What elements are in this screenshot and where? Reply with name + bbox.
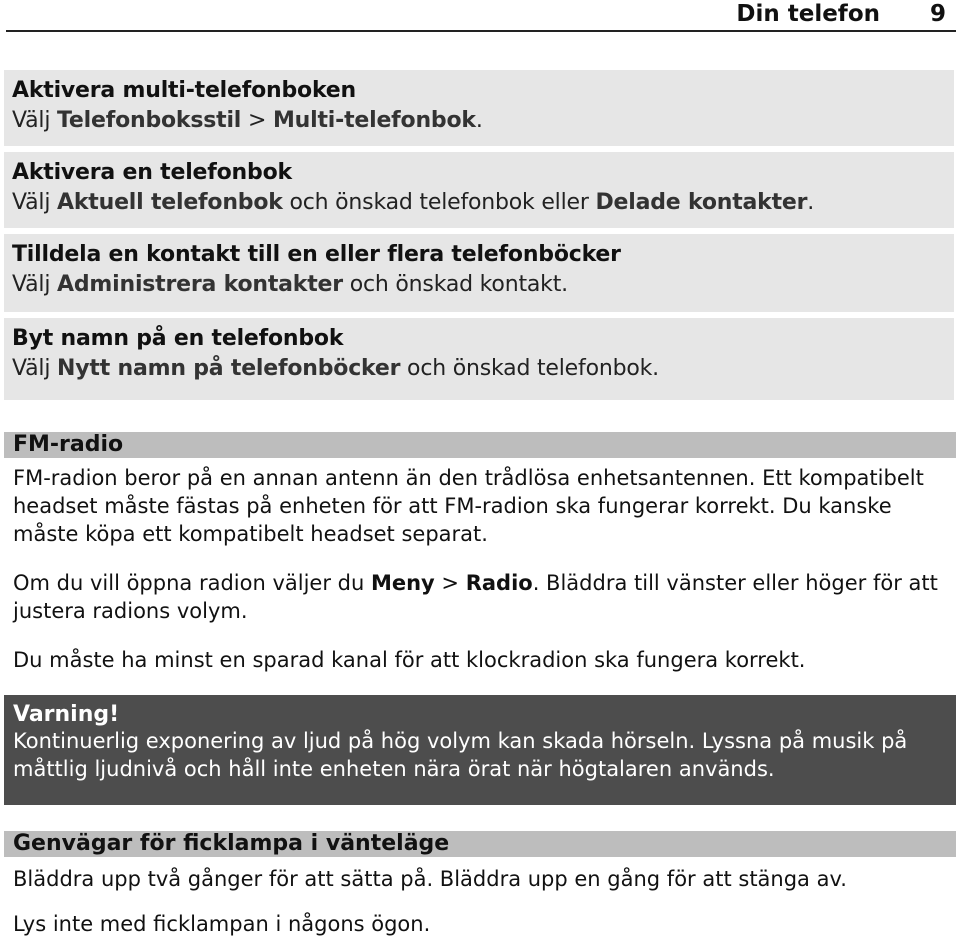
instruction-box-activate-phonebook — [4, 152, 954, 228]
warning-title: Varning! — [13, 702, 120, 727]
menu-path-item: Nytt namn på telefonböcker — [57, 356, 401, 381]
instruction-title: Tilldela en kontakt till en eller flera telefonböcker — [12, 242, 621, 267]
page-number: 9 — [929, 1, 946, 27]
instruction-box-rename-phonebook — [4, 318, 954, 400]
fm-radio-paragraph-3: Du måste ha minst en sparad kanal för att klockradion ska fungera korrekt. — [13, 648, 806, 672]
menu-path-item: Administrera kontakter — [57, 272, 343, 297]
chapter-title: Din telefon — [736, 1, 880, 27]
section-heading-text: Genvägar för ficklampa i vänteläge — [13, 831, 450, 856]
fm-radio-paragraph-2: Om du vill öppna radion väljer du Meny > Radio. Bläddra till vänster eller höger för att justera radions volym. — [13, 571, 938, 623]
instruction-title: Aktivera en telefonbok — [12, 160, 292, 185]
fm-radio-paragraph-1: FM-radion beror på en annan antenn än den trådlösa enhetsantennen. Ett kompatibelt headset måste fästas på enheten för att FM-radion ska fungerar korrekt. Du kanske måste köpa ett kompatibelt headset separat. — [13, 466, 924, 546]
instruction-text: Välj Aktuell telefonbok och önskad telefonbok eller Delade kontakter. — [12, 190, 815, 215]
menu-path-item: Meny — [370, 571, 435, 595]
instruction-box-assign-contact — [4, 234, 954, 312]
instruction-text: Välj Nytt namn på telefonböcker och önskad telefonbok. — [12, 356, 659, 381]
section-heading-fm-radio — [4, 432, 956, 458]
menu-path-item: Telefonboksstil — [57, 108, 242, 133]
instruction-box-multi-phonebook — [4, 70, 954, 146]
page-header — [6, 0, 956, 32]
warning-text: Kontinuerlig exponering av ljud på hög volym kan skada hörseln. Lyssna på musik på måttlig ljudnivå och håll inte enheten nära örat när högtalaren används. — [13, 729, 908, 781]
menu-path-item: Multi-telefonbok — [272, 108, 476, 133]
warning-box — [4, 695, 956, 805]
instruction-title: Byt namn på en telefonbok — [12, 326, 344, 351]
flashlight-paragraph-2: Lys inte med ficklampan i någons ögon. — [13, 912, 431, 936]
instruction-title: Aktivera multi-telefonboken — [12, 78, 356, 103]
instruction-text: Välj Administrera kontakter och önskad kontakt. — [12, 272, 568, 297]
menu-path-item: Radio — [465, 571, 533, 595]
section-heading-text: FM-radio — [13, 432, 124, 457]
menu-path-item: Delade kontakter — [595, 190, 808, 215]
instruction-text: Välj Telefonboksstil > Multi-telefonbok. — [12, 108, 483, 133]
section-heading-flashlight — [4, 831, 956, 857]
flashlight-paragraph-1: Bläddra upp två gånger för att sätta på. Bläddra upp en gång för att stänga av. — [13, 867, 847, 891]
menu-path-item: Aktuell telefonbok — [57, 190, 283, 215]
